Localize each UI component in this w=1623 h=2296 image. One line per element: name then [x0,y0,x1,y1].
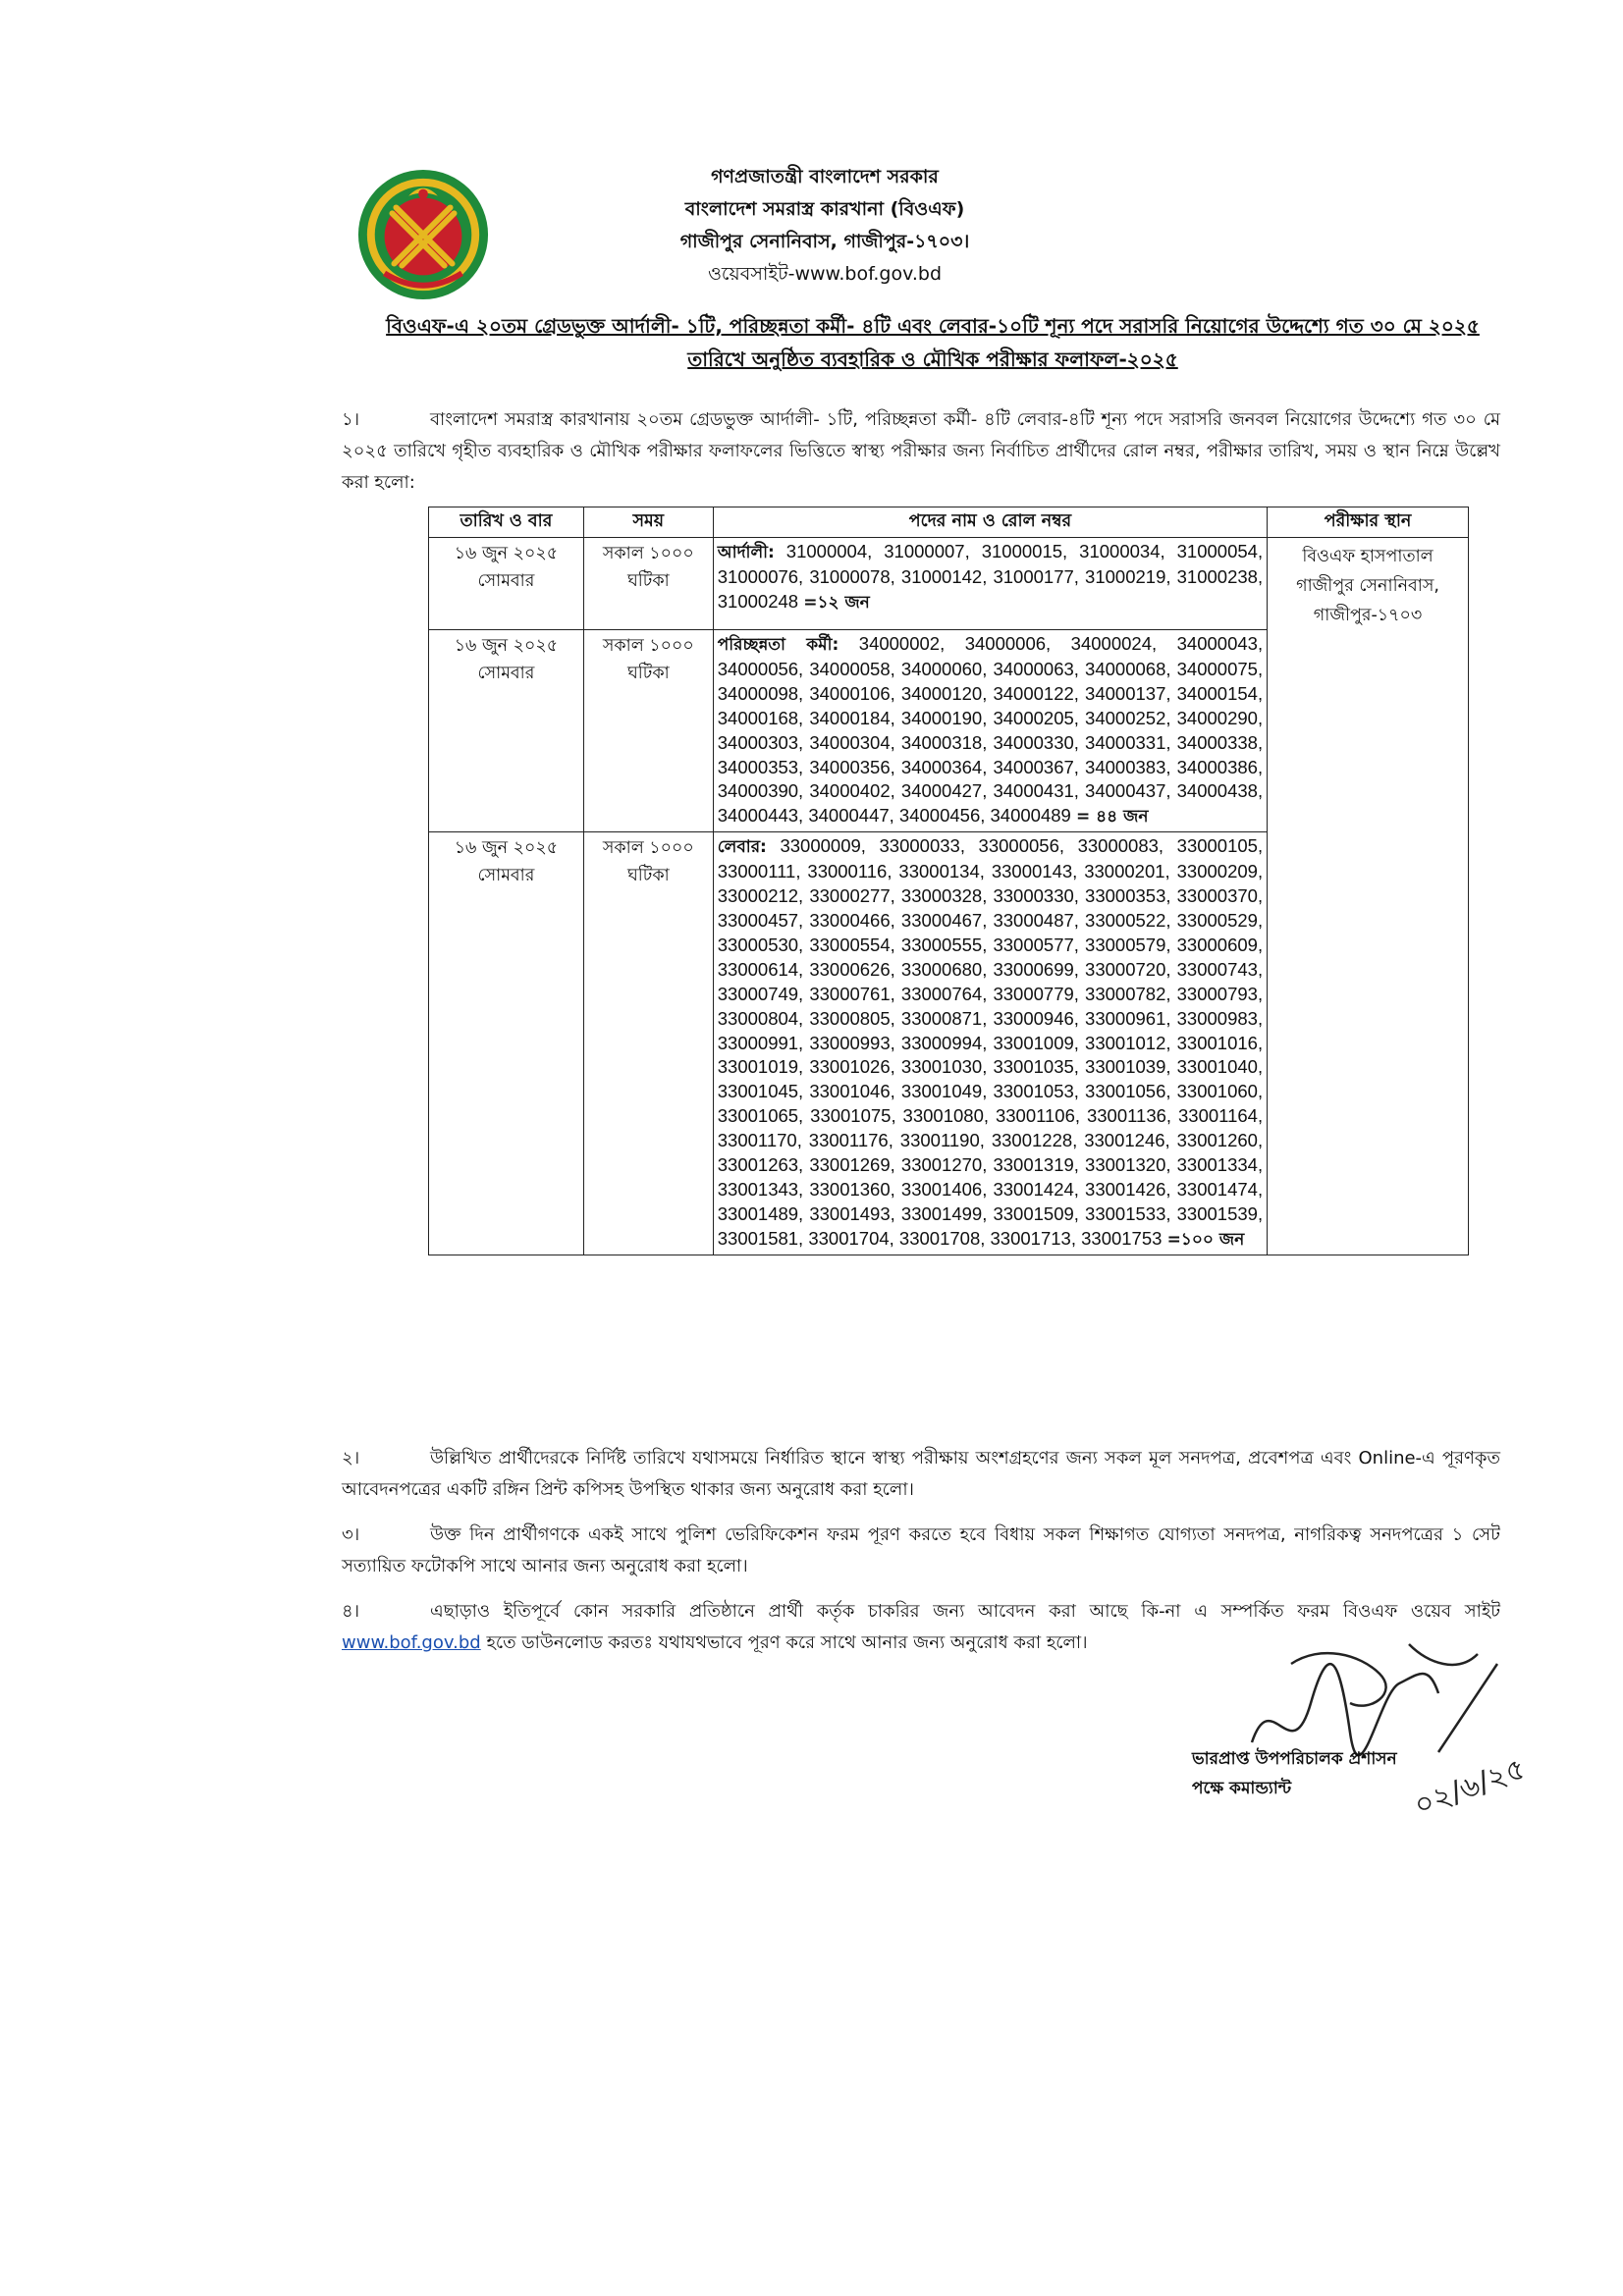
candidate-count: = ৪৪ জন [1075,807,1149,828]
time-cell [583,538,713,630]
time-cell [583,832,713,1255]
date-cell [429,630,584,832]
rolls-cell [713,832,1267,1255]
notice-title: বিওএফ-এ ২০তম গ্রেডভুক্ত আর্দালী- ১টি, পরিচ্ছন্নতা কর্মী- ৪টি এবং লেবার-১০টি শূন্য পদে সরাসরি নিয়োগের উদ্দেশ্যে গত ৩০ মে ২০২৫ তারিখে অনুষ্ঠিত ব্যবহারিক ও মৌখিক পরীক্ষার ফলাফল-২০২৫ [386,314,1480,371]
exam-date: ১৬ জুন ২০২৫ [454,838,559,859]
paragraph-text-cont: হতে ডাউনলোড করতঃ যথাযথভাবে পূরণ করে সাথে আনার জন্য অনুরোধ করা হলো। [486,1632,1088,1653]
results-table [428,507,1469,1255]
office-header [550,161,1100,291]
table-row [429,538,1469,630]
exam-day: সোমবার [477,664,535,683]
signatory-designation: ভারপ্রাপ্ত উপপরিচালক প্রশাসন [1192,1749,1397,1769]
rolls-cell [713,630,1267,832]
paragraph-2 [342,1443,1500,1506]
signatory-block [1192,1744,1397,1803]
header-date: তারিখ ও বার [429,507,584,538]
header-post-rolls: পদের নাম ও রোল নম্বর [713,507,1267,538]
post-name: আর্দালী: [717,543,775,562]
exam-time: সকাল ১০০০ [602,544,694,563]
org-website: ওয়েবসাইট-www.bof.gov.bd [707,263,943,285]
exam-place-cell [1268,538,1469,1255]
roll-numbers: 33000009, 33000033, 33000056, 33000083, 33000105, 33000111, 33000116, 33000134, 33000143, 33000201, 33000209, 33000212, 33000277, 33000328, 33000330, 33000353, 33000370, 33000457, 33000466, 33000467, 33000487, 33000522, 33000529, 33000530, 33000554, 33000555, 33000577, 33000579, 33000609, 33000614, 33000626, 33000680, 33000699, 33000720, 33000743, 33000749, 33000761, 33000764, 33000779, 33000782, 33000793, 33000804, 33000805, 33000871, 33000946, 33000961, 33000983, 33000991, 33000993, 33000994, 33001009, 33001012, 33001016, 33001019, 33001026, 33001030, 33001035, 33001039, 33001040, 33001045, 33001046, 33001049, 33001053, 33001056, 33001060, 33001065, 33001075, 33001080, 33001106, 33001136, 33001164, 33001170, 33001176, 33001190, 33001228, 33001246, 33001260, 33001263, 33001269, 33001270, 33001319, 33001320, 33001334, 33001343, 33001360, 33001406, 33001424, 33001426, 33001474, 33001489, 33001493, 33001499, 33001509, 33001533, 33001539, 33001581, 33001704, 33001708, 33001713, 33001753 [717,835,1264,1249]
time-cell [583,630,713,832]
candidate-count: =১২ জন [803,592,870,613]
bof-logo [355,167,491,302]
website-link[interactable]: www.bof.gov.bd [342,1632,481,1653]
exam-time-unit: ঘটিকা [626,571,670,591]
exam-date: ১৬ জুন ২০২৫ [454,636,559,656]
exam-time: সকাল ১০০০ [602,838,694,859]
paragraph-number: ২। [342,1448,360,1468]
paragraph-text: এছাড়াও ইতিপূর্বে কোন সরকারি প্রতিষ্ঠানে প্রার্থী কর্তৃক চাকরির জন্য আবেদন করা আছে কি-না এ সম্পর্কিত ফরম বিওএফ ওয়েব সাইট [430,1601,1500,1622]
table-header-row [429,507,1469,538]
exam-time-unit: ঘটিকা [626,664,670,683]
candidate-count: =১০০ জন [1166,1229,1245,1250]
date-cell [429,538,584,630]
header-time: সময় [583,507,713,538]
exam-time-unit: ঘটিকা [626,866,670,886]
exam-day: সোমবার [477,571,535,591]
org-address: গাজীপুর সেনানিবাস, গাজীপুর-১৭০৩। [679,231,970,252]
paragraph-number: ৪। [342,1601,360,1622]
paragraph-1 [342,404,1500,499]
post-name: পরিচ্ছন্নতা কর্মী: [717,635,839,655]
signatory-on-behalf: পক্ষে কমান্ড্যান্ট [1192,1779,1292,1798]
exam-date: ১৬ জুন ২০২৫ [454,544,559,563]
org-name: বাংলাদেশ সমরাস্ত্র কারখানা (বিওএফ) [684,198,965,220]
post-name: লেবার: [717,837,767,858]
exam-place: বিওএফ হাসপাতাল গাজীপুর সেনানিবাস, গাজীপুর-১৭০৩ [1296,547,1439,625]
header-exam-place: পরীক্ষার স্থান [1268,507,1469,538]
paragraph-text: উক্ত দিন প্রার্থীগণকে একই সাথে পুলিশ ভেরিফিকেশন ফরম পূরণ করতে হবে বিধায় সকল শিক্ষাগত যোগ্যতা সনদপত্র, নাগরিকত্ব সনদপত্রের ১ সেট সত্যায়িত ফটোকপি সাথে আনার জন্য অনুরোধ করা হলো। [342,1524,1500,1576]
exam-day: সোমবার [477,866,535,886]
rolls-cell [713,538,1267,630]
paragraph-number: ১। [342,409,360,430]
roll-numbers: 34000002, 34000006, 34000024, 34000043, 34000056, 34000058, 34000060, 34000063, 34000068, 34000075, 34000098, 34000106, 34000120, 34000122, 34000137, 34000154, 34000168, 34000184, 34000190, 34000205, 34000252, 34000290, 34000303, 34000304, 34000318, 34000330, 34000331, 34000338, 34000353, 34000356, 34000364, 34000367, 34000383, 34000386, 34000390, 34000402, 34000427, 34000431, 34000437, 34000438, 34000443, 34000447, 34000456, 34000489 [717,633,1264,827]
paragraph-number: ৩। [342,1524,360,1545]
svg-text:০২/৬/২৫: ০২/৬/২৫ [1409,1751,1531,1824]
roll-numbers: 31000004, 31000007, 31000015, 31000034, 31000054, 31000076, 31000078, 31000142, 31000177, 31000219, 31000238, 31000248 [717,541,1264,612]
paragraph-text: বাংলাদেশ সমরাস্ত্র কারখানায় ২০তম গ্রেডভুক্ত আর্দালী- ১টি, পরিচ্ছন্নতা কর্মী- ৪টি লেবার-৪টি শূন্য পদে সরাসরি জনবল নিয়োগের উদ্দেশ্যে গত ৩০ মে ২০২৫ তারিখে গৃহীত ব্যবহারিক ও মৌখিক পরীক্ষার ফলাফলের ভিত্তিতে স্বাস্থ্য পরীক্ষার জন্য নির্বাচিত প্রার্থীদের রোল নম্বর, পরীক্ষার তারিখ, সময় ও স্থান নিম্নে উল্লেখ করা হলো: [342,409,1500,493]
paragraph-3 [342,1520,1500,1582]
govt-name: গণপ্রজাতন্ত্রী বাংলাদেশ সরকার [711,166,939,187]
paragraph-text: উল্লিখিত প্রার্থীদেরকে নির্দিষ্ট তারিখে যথাসময়ে নির্ধারিত স্থানে স্বাস্থ্য পরীক্ষায় অংশগ্রহণের জন্য সকল মূল সনদপত্র, প্রবেশপত্র এবং Online-এ পূরণকৃত আবেদনপত্রের একটি রঙ্গিন প্রিন্ট কপিসহ উপস্থিত থাকার জন্য অনুরোধ করা হলো। [342,1448,1500,1500]
date-cell [429,832,584,1255]
exam-time: সকাল ১০০০ [602,636,694,656]
